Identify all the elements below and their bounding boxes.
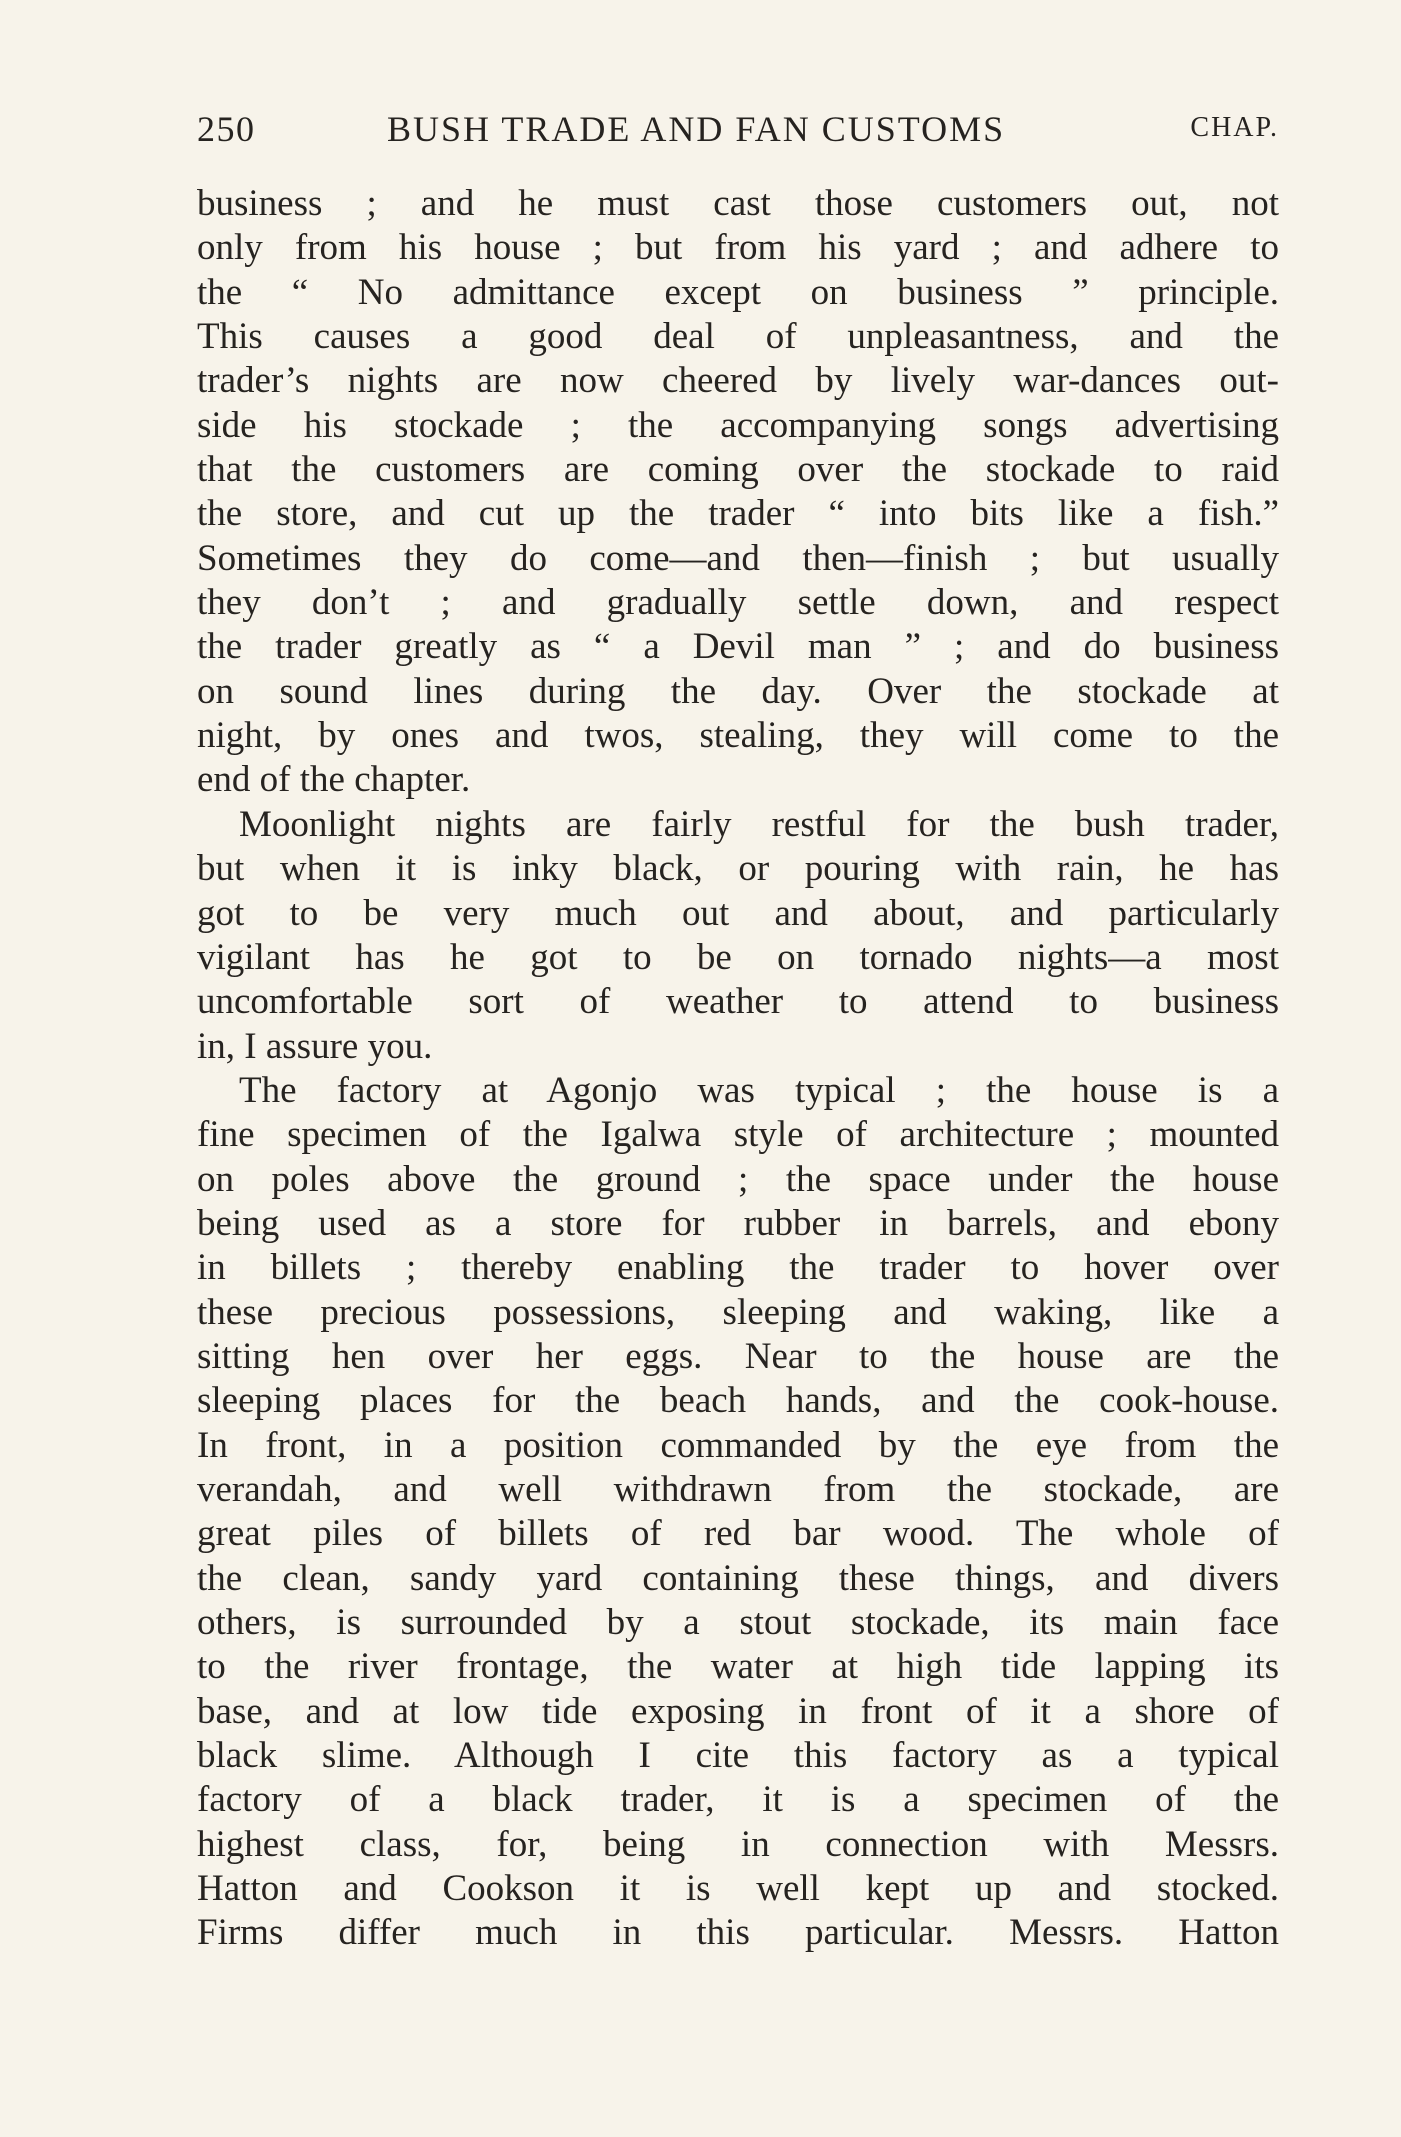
running-header xyxy=(197,108,1279,158)
text-line: that the customers are coming over the stockade to raid xyxy=(197,449,1279,491)
text-line: vigilant has he got to be on tornado nights—a most xyxy=(197,936,1279,978)
running-title: BUSH TRADE AND FAN CUSTOMS xyxy=(387,109,1006,149)
text-line: business ; and he must cast those customers out, not xyxy=(197,183,1279,224)
text-line: the trader greatly as “ a Devil man ” ; and do business xyxy=(197,626,1279,668)
text-line: but when it is inky black, or pouring with rain, he has xyxy=(197,848,1279,890)
text-line: factory of a black trader, it is a specimen of the xyxy=(197,1779,1279,1821)
body-text xyxy=(197,182,1279,1956)
text-line: to the river frontage, the water at high tide lapping its xyxy=(197,1646,1279,1688)
text-line: in, I assure you. xyxy=(197,1025,433,1067)
text-line: sitting hen over her eggs. Near to the house are the xyxy=(197,1335,1279,1377)
text-line: Sometimes they do come—and then—finish ; but usually xyxy=(197,537,1279,579)
text-line: night, by ones and twos, stealing, they will come to the xyxy=(197,715,1279,757)
text-line: they don’t ; and gradually settle down, and respect xyxy=(197,582,1279,624)
chapter-mark: CHAP. xyxy=(1190,112,1279,143)
text-line: highest class, for, being in connection with Messrs. xyxy=(197,1823,1279,1865)
text-line: others, is surrounded by a stout stockade, its main face xyxy=(197,1602,1279,1643)
text-line: fine specimen of the Igalwa style of architecture ; mounted xyxy=(197,1114,1279,1156)
text-line: on sound lines during the day. Over the stockade at xyxy=(197,670,1279,712)
text-line: trader’s nights are now cheered by lively war-dances out- xyxy=(197,360,1279,402)
text-line: great piles of billets of red bar wood. The whole of xyxy=(197,1513,1279,1555)
text-line: This causes a good deal of unpleasantness, and the xyxy=(197,316,1279,358)
text-line: Firms differ much in this particular. Messrs. Hatton xyxy=(197,1912,1279,1954)
text-line: the “ No admittance except on business ” principle. xyxy=(197,271,1279,313)
text-line: only from his house ; but from his yard ; and adhere to xyxy=(197,227,1279,269)
paragraph-first-line: Moonlight nights are fairly restful for the bush trader, xyxy=(239,803,1279,845)
page-number: 250 xyxy=(197,109,256,149)
text-line: In front, in a position commanded by the eye from the xyxy=(197,1424,1279,1466)
text-line: the clean, sandy yard containing these things, and divers xyxy=(197,1557,1279,1599)
paragraph-first-line: The factory at Agonjo was typical ; the house is a xyxy=(239,1069,1279,1111)
text-line: got to be very much out and about, and particularly xyxy=(197,892,1279,934)
text-line: side his stockade ; the accompanying songs advertising xyxy=(197,404,1279,446)
text-line: being used as a store for rubber in barrels, and ebony xyxy=(197,1202,1279,1244)
text-line: uncomfortable sort of weather to attend to business xyxy=(197,981,1279,1023)
text-line: on poles above the ground ; the space under the house xyxy=(197,1158,1279,1200)
text-line: sleeping places for the beach hands, and the cook-house. xyxy=(197,1380,1279,1422)
text-line: black slime. Although I cite this factory as a typical xyxy=(197,1735,1279,1777)
text-line: these precious possessions, sleeping and waking, like a xyxy=(197,1291,1279,1333)
text-line: end of the chapter. xyxy=(197,759,471,801)
text-line: verandah, and well withdrawn from the stockade, are xyxy=(197,1468,1279,1510)
text-line: Hatton and Cookson it is well kept up and stocked. xyxy=(197,1868,1279,1910)
text-line: base, and at low tide exposing in front of it a shore of xyxy=(197,1690,1279,1732)
text-line: in billets ; thereby enabling the trader to hover over xyxy=(197,1247,1279,1289)
text-line: the store, and cut up the trader “ into bits like a fish.” xyxy=(197,493,1279,535)
